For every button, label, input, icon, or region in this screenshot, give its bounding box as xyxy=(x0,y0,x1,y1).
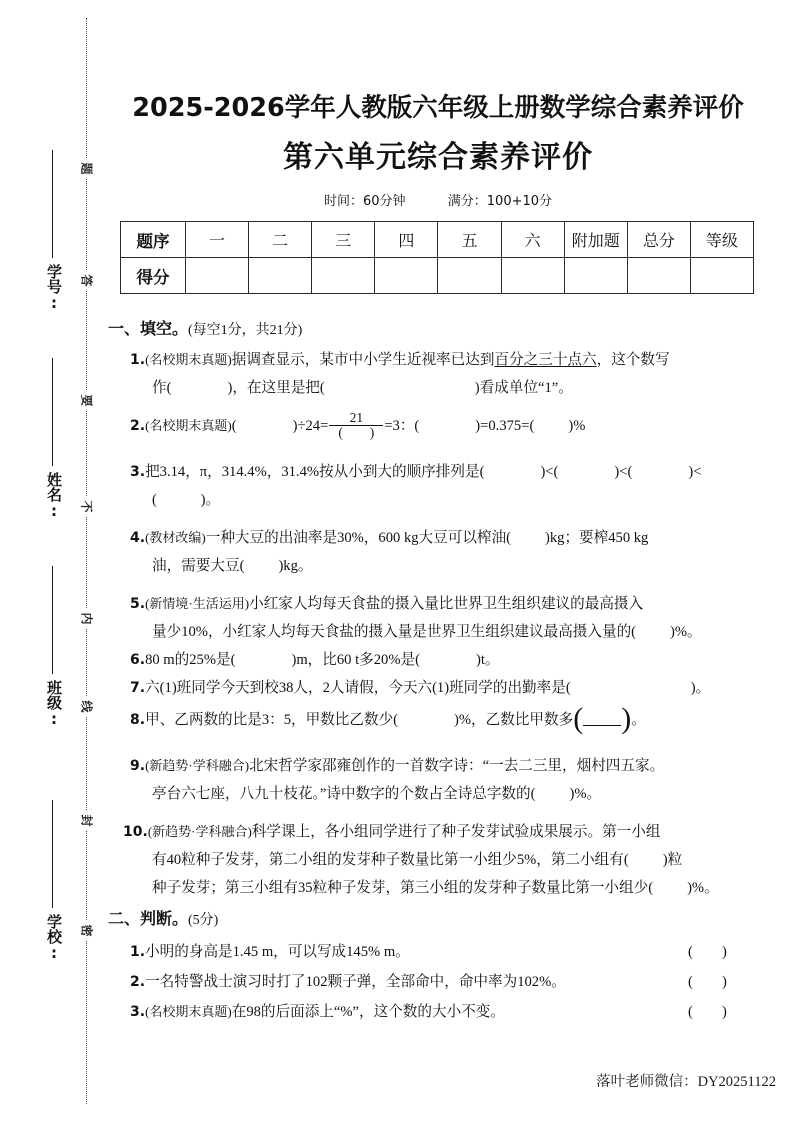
score-cell-grade[interactable] xyxy=(690,258,753,294)
question-6-l1a: 80 m的25%是( xyxy=(145,652,236,668)
question-1 xyxy=(130,346,770,374)
fullscore-label: 满分：100+10分 xyxy=(447,194,553,209)
question-10-line2 xyxy=(152,846,780,874)
section-one-title: 一、填空。 xyxy=(108,319,189,338)
score-col-6: 六 xyxy=(501,222,564,258)
student-id-rule xyxy=(52,150,53,258)
tf-question-3-number: 3. xyxy=(130,1004,146,1020)
question-1-underlined-term: 百分之三十点六 xyxy=(494,352,597,368)
question-2-fraction-numerator: 21 xyxy=(349,410,364,425)
class-rule xyxy=(52,566,53,674)
table-row-scores xyxy=(121,258,754,294)
seal-char-yao: 要 xyxy=(79,391,96,411)
seal-char-ti: 题 xyxy=(79,159,96,179)
school-rule xyxy=(52,800,53,908)
question-8-l1a: 甲、乙两数的比是3：5，甲数比乙数少( xyxy=(145,712,399,728)
page-title: 2025-2026学年人教版六年级上册数学综合素养评价 xyxy=(132,93,744,123)
student-name-label: 姓名: xyxy=(45,472,63,520)
section-two-title: 二、判断。 xyxy=(108,909,189,928)
question-4-l1b: )kg；要榨450 kg xyxy=(544,530,649,546)
score-col-5: 五 xyxy=(438,222,501,258)
question-4-number: 4. xyxy=(130,530,146,546)
score-col-3: 三 xyxy=(312,222,375,258)
question-5-tag: (新情境·生活运用) xyxy=(145,596,250,611)
question-2-fraction-denominator[interactable]: ( ) xyxy=(329,425,383,440)
score-col-4: 四 xyxy=(375,222,438,258)
question-2-mid2: =3：( xyxy=(384,418,420,435)
question-8 xyxy=(130,701,780,735)
question-10 xyxy=(123,818,778,846)
question-4 xyxy=(130,524,775,552)
time-label: 时间：60分钟 xyxy=(323,194,406,209)
question-2-mid1: )÷24= xyxy=(292,418,329,435)
question-4-l1a: 一种大豆的出油率是30%，600 kg大豆可以榨油( xyxy=(205,530,511,546)
question-8-l1c: 。 xyxy=(631,712,646,728)
tf-question-1 xyxy=(130,938,690,966)
question-3-line2[interactable] xyxy=(152,486,772,514)
question-6-number: 6. xyxy=(130,652,146,668)
question-6 xyxy=(130,646,775,674)
question-8-l1b: )%，乙数比甲数多 xyxy=(454,712,574,728)
question-3-number: 3. xyxy=(130,464,146,480)
question-8-fraction-answer[interactable] xyxy=(573,701,632,735)
question-2 xyxy=(130,412,770,441)
score-col-1: 一 xyxy=(186,222,249,258)
score-cell-3[interactable] xyxy=(312,258,375,294)
tf-question-1-number: 1. xyxy=(130,944,146,960)
score-table-rowhead-defen: 得分 xyxy=(121,258,186,294)
exam-paper xyxy=(108,0,793,1122)
question-4-l2b: )kg。 xyxy=(278,558,313,574)
question-1-text-b: ，这个数写 xyxy=(596,352,670,368)
question-3-blank-4[interactable]: ( )。 xyxy=(152,492,221,508)
tf-question-3-text: 在98的后面添上“%”，这个数的大小不变。 xyxy=(231,1004,505,1020)
question-2-pre: ( xyxy=(231,418,237,435)
seal-sidebar xyxy=(0,0,108,1122)
footer-watermark: 落叶老师微信：DY20251122 xyxy=(596,1074,776,1090)
question-10-l2b: )粒 xyxy=(662,852,683,868)
tf-question-2 xyxy=(130,968,690,996)
student-name-rule xyxy=(52,358,53,466)
question-9-l2a: 亭台六七座，八九十枝花。”诗中数字的个数占全诗总字数的( xyxy=(152,786,536,802)
question-7 xyxy=(130,674,780,702)
question-10-l2a: 有40粒种子发芽，第二小组的发芽种子数量比第一小组少5%，第二小组有( xyxy=(152,852,629,868)
score-cell-total[interactable] xyxy=(627,258,690,294)
question-1-l2b: )，在这里是把( xyxy=(227,380,325,396)
score-cell-1[interactable] xyxy=(186,258,249,294)
question-5-l2a: 量少10%，小红家人均每天食盐的摄入量是世界卫生组织建议最高摄入量的( xyxy=(152,624,637,640)
tf-question-3-answer[interactable]: ( ) xyxy=(688,1004,727,1020)
class-label: 班级: xyxy=(45,680,63,728)
question-2-fraction[interactable] xyxy=(329,411,383,440)
tf-question-2-number: 2. xyxy=(130,974,146,990)
question-5-line2 xyxy=(152,618,777,646)
tf-question-2-answer[interactable]: ( ) xyxy=(688,974,727,990)
question-5 xyxy=(130,590,775,618)
school-label: 学校: xyxy=(45,914,63,962)
question-5-l1: 小红家人均每天食盐的摄入量比世界卫生组织建议的最高摄入 xyxy=(249,596,644,612)
question-1-number: 1. xyxy=(130,352,146,368)
score-table xyxy=(120,221,754,294)
question-9-tag: (新趋势·学科融合) xyxy=(145,758,250,773)
left-paren-icon: ( xyxy=(573,701,584,735)
page-subtitle: 第六单元综合素养评价 xyxy=(283,140,593,175)
table-row-header xyxy=(121,222,754,258)
question-3-l1: 把3.14，π，314.4%，31.4%按从小到大的顺序排列是( xyxy=(145,464,485,480)
question-7-l1a: 六(1)班同学今天到校38人，2人请假，今天六(1)班同学的出勤率是( xyxy=(145,680,571,696)
seal-char-da: 答 xyxy=(79,271,96,291)
question-9-l2b: )%。 xyxy=(569,786,602,802)
seal-char-mi: 密 xyxy=(79,921,96,941)
question-1-line2 xyxy=(152,374,772,402)
question-9-l1: 北宋哲学家邵雍创作的一首数字诗：“一去二三里，烟村四五家。 xyxy=(249,758,665,774)
question-1-l2a: 作( xyxy=(152,380,172,396)
score-col-total: 总分 xyxy=(627,222,690,258)
question-4-l2a: 油，需要大豆( xyxy=(152,558,245,574)
section-heading-fill-blank xyxy=(108,316,302,339)
question-1-tag: (名校期末真题) xyxy=(145,352,232,367)
question-3-l1d: )< xyxy=(688,464,702,480)
score-cell-6[interactable] xyxy=(501,258,564,294)
question-5-l2b: )%。 xyxy=(670,624,702,640)
score-cell-bonus[interactable] xyxy=(564,258,627,294)
question-6-l1c: )t。 xyxy=(475,652,500,668)
question-7-l1b: )。 xyxy=(690,680,711,696)
seal-char-feng: 封 xyxy=(79,811,96,831)
question-7-number: 7. xyxy=(130,680,146,696)
score-cell-5[interactable] xyxy=(438,258,501,294)
question-2-mid3: )=0.375=( xyxy=(475,418,535,435)
question-9 xyxy=(130,752,780,780)
question-1-text-a: 据调查显示，某市中小学生近视率已达到 xyxy=(231,352,495,368)
question-10-l3b: )%。 xyxy=(687,880,719,896)
student-id-label: 学号: xyxy=(45,264,63,312)
seal-char-bu: 不 xyxy=(79,497,96,517)
right-paren-icon: ) xyxy=(621,701,632,735)
tf-question-3-tag: (名校期末真题) xyxy=(145,1004,232,1019)
tf-question-2-text: 一名特警战士演习时打了102颗子弹，全部命中，命中率为102%。 xyxy=(145,974,566,990)
question-3-l1c: )<( xyxy=(614,464,633,480)
question-9-line2 xyxy=(152,780,777,808)
section-one-points: (每空1分，共21分) xyxy=(188,323,303,338)
question-4-line2 xyxy=(152,552,772,580)
question-3 xyxy=(130,458,775,486)
question-8-fraction-bar[interactable] xyxy=(583,714,621,726)
score-col-grade: 等级 xyxy=(690,222,753,258)
score-col-bonus: 附加题 xyxy=(564,222,627,258)
section-two-points: (5分) xyxy=(188,913,219,928)
question-6-l1b: )m，比60 t多20%是( xyxy=(291,652,420,668)
question-8-number: 8. xyxy=(130,712,146,728)
tf-question-1-answer[interactable]: ( ) xyxy=(688,944,727,960)
tf-question-1-text: 小明的身高是1.45 m，可以写成145% m。 xyxy=(145,944,410,960)
question-10-l3a: 种子发芽；第三小组有35粒种子发芽，第三小组的发芽种子数量比第一小组少( xyxy=(152,880,654,896)
seal-char-xian: 线 xyxy=(79,697,96,717)
question-10-number: 10. xyxy=(123,824,148,840)
question-3-l1b: )<( xyxy=(540,464,559,480)
question-10-l1: 科学课上，各小组同学进行了种子发芽试验成果展示。第一小组 xyxy=(251,824,661,840)
section-heading-true-false xyxy=(108,906,218,929)
seal-char-nei: 内 xyxy=(79,609,96,629)
question-4-tag: (教材改编) xyxy=(145,530,206,545)
question-2-number: 2. xyxy=(130,418,146,435)
tf-question-3 xyxy=(130,998,690,1026)
score-cell-2[interactable] xyxy=(249,258,312,294)
question-1-l2c: )看成单位“1”。 xyxy=(474,380,573,396)
score-table-rowhead-tixu: 题序 xyxy=(121,222,186,258)
question-5-number: 5. xyxy=(130,596,146,612)
score-col-2: 二 xyxy=(249,222,312,258)
score-cell-4[interactable] xyxy=(375,258,438,294)
seal-dotted-line xyxy=(86,18,87,1104)
question-10-tag: (新趋势·学科融合) xyxy=(147,824,252,839)
question-2-post: )% xyxy=(568,418,586,435)
exam-meta xyxy=(108,190,768,209)
question-10-line3 xyxy=(152,874,780,902)
question-2-tag: (名校期末真题) xyxy=(145,418,232,434)
question-9-number: 9. xyxy=(130,758,146,774)
